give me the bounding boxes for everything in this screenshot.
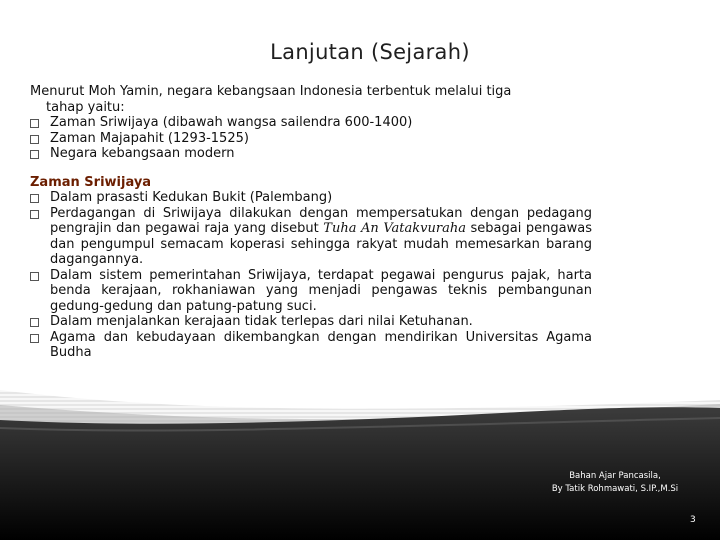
point-1-text: Dalam prasasti Kedukan Bukit (Palembang) — [50, 190, 333, 205]
intro-line-1: Menurut Moh Yamin, negara kebangsaan Indonesia terbentuk melalui tiga — [30, 84, 512, 99]
list-item — [30, 268, 592, 315]
checkbox-bullet-icon — [30, 210, 39, 219]
checkbox-bullet-icon — [30, 150, 39, 159]
list-item — [30, 115, 592, 131]
list-item — [30, 131, 592, 147]
checkbox-bullet-icon — [30, 334, 39, 343]
page-number: 3 — [690, 515, 696, 525]
point-2-term: Tuha An Vatakvuraha — [323, 221, 466, 236]
point-3-text: Dalam sistem pemerintahan Sriwijaya, terdapat pegawai pengurus pajak, harta benda kerajaan, rokhaniawan yang menjadi pengawas teknis pembangunan gedung-gedung dan patung-patung suci. — [50, 267, 592, 314]
wave-graphic — [0, 360, 720, 540]
point-4-text: Dalam menjalankan kerajaan tidak terlepas dari nilai Ketuhanan. — [50, 314, 473, 329]
slide-body — [30, 84, 592, 361]
checkbox-bullet-icon — [30, 272, 39, 281]
point-5-text: Agama dan kebudayaan dikembangkan dengan mendirikan Universitas Agama Budha — [50, 329, 592, 360]
intro-line-2: tahap yaitu: — [46, 99, 125, 115]
checkbox-bullet-icon — [30, 135, 39, 144]
stage-1-text: Zaman Sriwijaya (dibawah wangsa sailendra 600-1400) — [50, 115, 413, 130]
point-2-text-start: Perdagangan di Sriwijaya dilakukan dengan mempersatukan dengan pedagang pengrajin dan pegawai raja yang disebut — [50, 205, 592, 236]
author-credit — [520, 470, 710, 496]
stage-3-text: Negara kebangsaan modern — [50, 146, 235, 161]
list-item — [30, 146, 592, 162]
credit-line-1: Bahan Ajar Pancasila, — [569, 471, 661, 481]
credit-line-2: By Tatik Rohmawati, S.IP.,M.Si — [551, 484, 679, 494]
checkbox-bullet-icon — [30, 318, 39, 327]
list-item — [30, 314, 592, 330]
stage-2-text: Zaman Majapahit (1293-1525) — [50, 130, 249, 146]
point-2-text-end: sebagai pengawas dan pengumpul semacam koperasi sehingga rakyat mudah memesarkan barang dagangannya. — [50, 221, 592, 267]
checkbox-bullet-icon — [30, 119, 39, 128]
list-item — [30, 330, 592, 361]
section-heading: Zaman Sriwijaya — [30, 174, 152, 190]
slide-title: Lanjutan (Sejarah) — [270, 40, 470, 64]
list-item — [30, 190, 592, 206]
checkbox-bullet-icon — [30, 194, 39, 203]
decorative-wave-band — [0, 360, 720, 540]
list-item — [30, 206, 592, 268]
